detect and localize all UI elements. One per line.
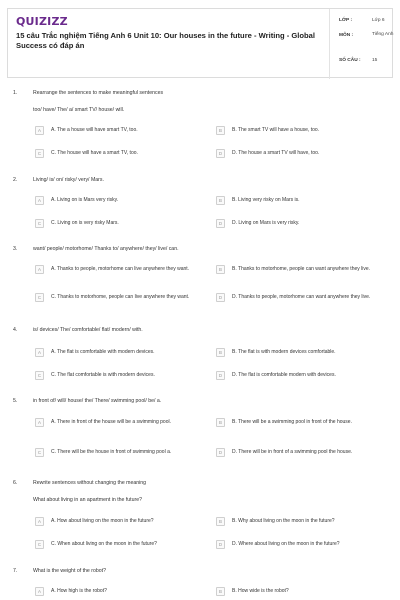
option-text: D. Where about living on the moon in the future? xyxy=(232,541,340,547)
option-text: C. Living on is very risky Mars. xyxy=(51,220,119,226)
option-text: C. Thanks to motorhome, people can live anywhere they want. xyxy=(51,294,190,300)
option-text: A. Living on is Mars very risky. xyxy=(51,197,119,203)
option-text: C. When about living on the moon in the future? xyxy=(51,541,157,547)
option-text: C. The house will have a smart TV, too. xyxy=(51,150,138,156)
question-instruction: Rearrange the sentences to make meaningful sentences xyxy=(33,90,164,96)
option-text: B. The flat is with modern devices comfortable. xyxy=(232,349,336,355)
option-text: B. There will be a swimming pool in front of the house. xyxy=(232,419,352,425)
option-letter-box: C xyxy=(35,540,44,549)
option-text: D. There will be in front of a swimming pool the house. xyxy=(232,449,353,455)
option-text: B. How wide is the robot? xyxy=(232,588,289,594)
question-number: 4. xyxy=(13,327,18,333)
question-number: 3. xyxy=(13,246,18,252)
option-text: B. Why about living on the moon in the future? xyxy=(232,518,335,524)
question-prompt: is/ devices/ The/ comfortable/ flat/ modern/ with. xyxy=(33,327,143,333)
grade-value: Lớp 6 xyxy=(372,18,385,23)
question-number: 7. xyxy=(13,568,18,574)
option-letter-box: B xyxy=(216,265,225,274)
option-text: D. The flat is comfortable modern with devices. xyxy=(232,372,336,378)
question-prompt: What is the weight of the robot? xyxy=(33,568,106,574)
question-number: 2. xyxy=(13,177,18,183)
option-text: C. There will be the house in front of swimming pool a. xyxy=(51,449,172,455)
option-letter-box: C xyxy=(35,448,44,457)
quiz-title: 15 câu Trắc nghiệm Tiếng Anh 6 Unit 10: Our houses in the future - Writing - Global Success có đáp án xyxy=(16,31,316,50)
option-text: A. How about living on the moon in the future? xyxy=(51,518,154,524)
option-letter-box: D xyxy=(216,540,225,549)
option-text: D. Thanks to people, motorhome can want anywhere they live. xyxy=(232,294,371,300)
quizizz-logo: QUIZIZZ xyxy=(16,15,68,28)
question-number: 6. xyxy=(13,480,18,486)
option-letter-box: A xyxy=(35,418,44,427)
option-letter-box: D xyxy=(216,149,225,158)
option-letter-box: B xyxy=(216,517,225,526)
question-count-label: SỐ CÂU : xyxy=(339,58,361,63)
option-letter-box: D xyxy=(216,371,225,380)
option-text: B. The smart TV will have a house, too. xyxy=(232,127,320,133)
option-text: B. Living very risky on Mars is. xyxy=(232,197,300,203)
question-prompt: What about living in an apartment in the future? xyxy=(33,497,143,503)
subject-label: MÔN : xyxy=(339,33,354,38)
question-prompt: Living/ is/ on/ risky/ very/ Mars. xyxy=(33,177,104,183)
grade-label: LỚP : xyxy=(339,18,353,23)
option-text: A. Thanks to people, motorhome can live anywhere they want. xyxy=(51,266,190,272)
option-text: C. The flat comfortable is with modern devices. xyxy=(51,372,155,378)
option-text: A. How high is the robot? xyxy=(51,588,107,594)
option-text: A. The flat is comfortable with modern devices. xyxy=(51,349,155,355)
question-prompt: want/ people/ motorhome/ Thanks to/ anywhere/ they/ live/ can. xyxy=(33,246,179,252)
option-letter-box: B xyxy=(216,418,225,427)
option-text: D. The house a smart TV will have, too. xyxy=(232,150,320,156)
meta-divider xyxy=(329,9,330,79)
option-text: A. There in front of the house will be a swimming pool. xyxy=(51,419,171,425)
question-number: 5. xyxy=(13,398,18,404)
option-text: B. Thanks to motorhome, people can want anywhere they live. xyxy=(232,266,371,272)
option-letter-box: D xyxy=(216,293,225,302)
question-count-value: 15 xyxy=(372,58,378,63)
option-letter-box: A xyxy=(35,265,44,274)
option-letter-box: D xyxy=(216,448,225,457)
option-letter-box: C xyxy=(35,371,44,380)
option-letter-box: B xyxy=(216,348,225,357)
option-letter-box: B xyxy=(216,126,225,135)
option-letter-box: C xyxy=(35,149,44,158)
option-letter-box: B xyxy=(216,196,225,205)
question-prompt: in front of/ will/ house/ the/ There/ swimming pool/ be/ a. xyxy=(33,398,162,404)
option-letter-box: A xyxy=(35,587,44,596)
option-letter-box: A xyxy=(35,517,44,526)
option-letter-box: A xyxy=(35,348,44,357)
option-text: A. The a house will have smart TV, too. xyxy=(51,127,138,133)
question-prompt: too/ have/ The/ a/ smart TV/ house/ will. xyxy=(33,107,125,113)
option-letter-box: A xyxy=(35,126,44,135)
option-letter-box: C xyxy=(35,293,44,302)
option-letter-box: B xyxy=(216,587,225,596)
option-letter-box: C xyxy=(35,219,44,228)
subject-value: Tiếng Anh xyxy=(372,32,394,37)
question-number: 1. xyxy=(13,90,18,96)
option-text: D. Living on Mars is very risky. xyxy=(232,220,300,226)
quiz-header xyxy=(7,8,393,78)
option-letter-box: D xyxy=(216,219,225,228)
option-letter-box: A xyxy=(35,196,44,205)
question-instruction: Rewrite sentences without changing the meaning xyxy=(33,480,147,486)
